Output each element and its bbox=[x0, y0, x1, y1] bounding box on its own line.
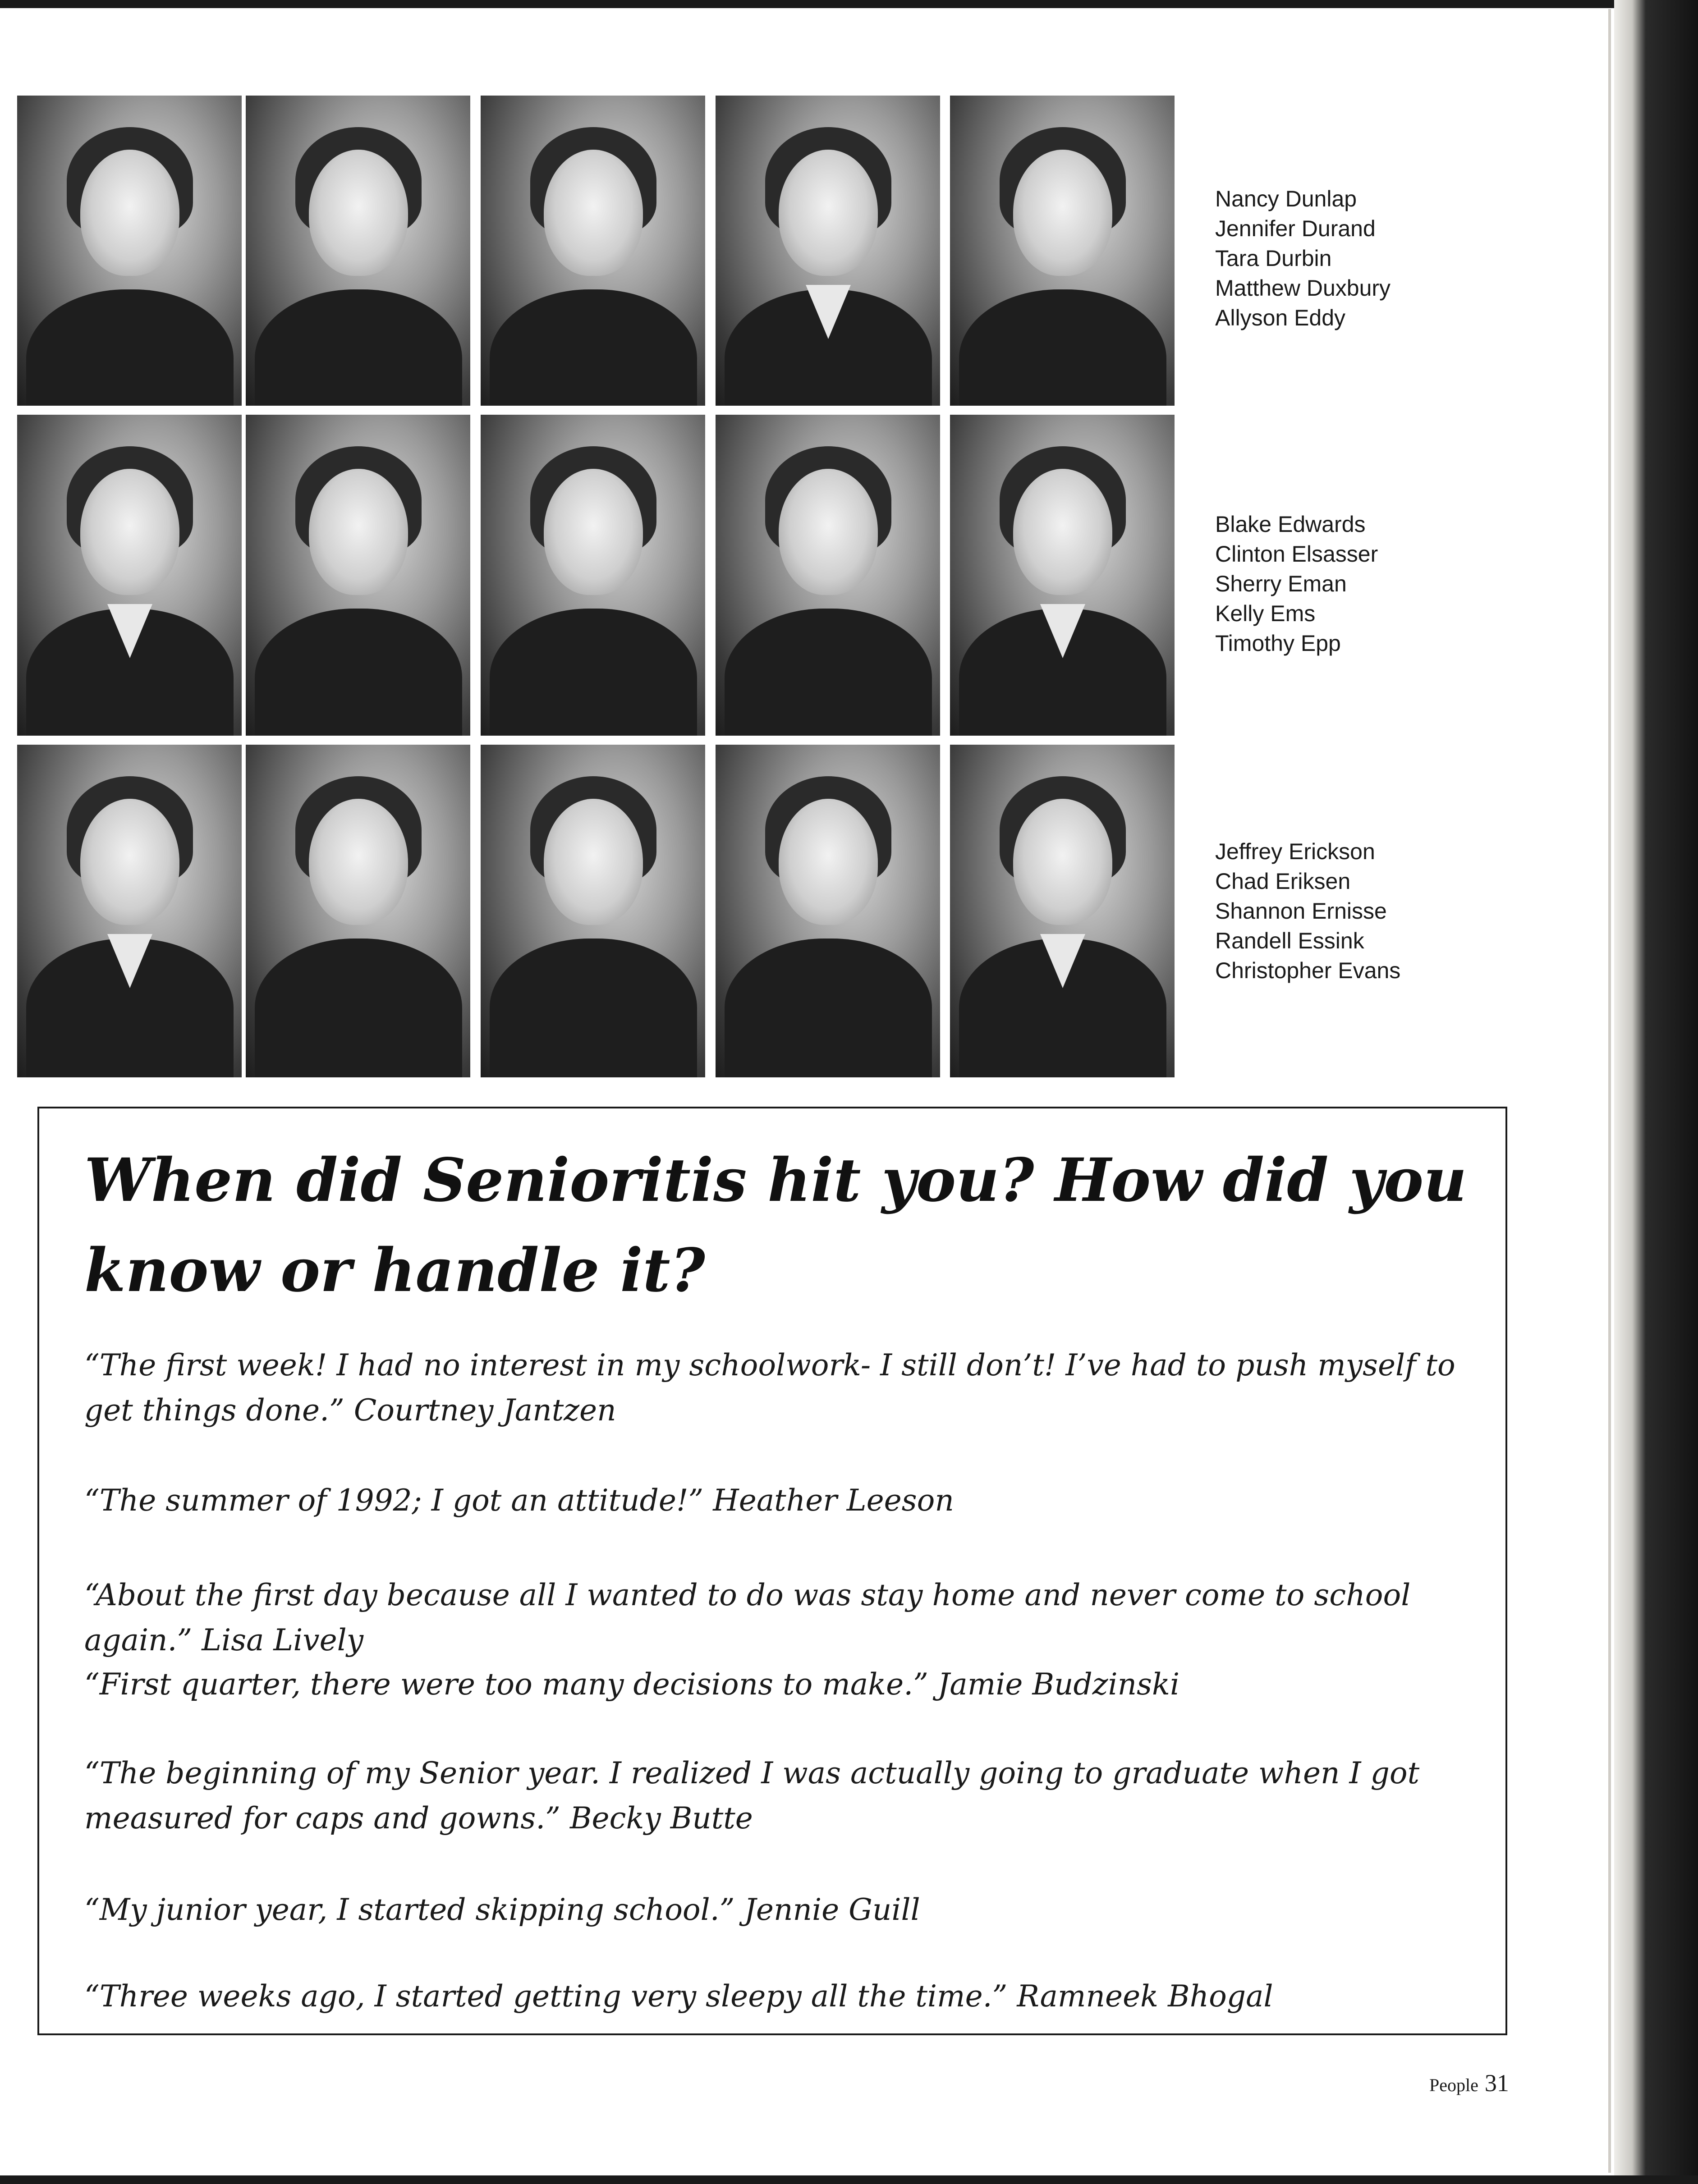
student-name: Allyson Eddy bbox=[1215, 305, 1346, 330]
page-footer bbox=[1429, 2069, 1509, 2097]
portrait-photo bbox=[950, 96, 1175, 406]
portrait-photo bbox=[17, 745, 242, 1077]
page-number: 31 bbox=[1484, 2070, 1509, 2097]
student-quote: “The beginning of my Senior year. I realized I was actually going to graduate when I got measured for caps and gowns.” Becky Butte bbox=[84, 1756, 1420, 1836]
page-gutter-line bbox=[1608, 9, 1611, 2173]
student-name: Jeffrey Erickson bbox=[1215, 839, 1375, 864]
name-list-row-2 bbox=[1215, 509, 1486, 658]
student-name: Shannon Ernisse bbox=[1215, 898, 1387, 924]
student-name: Chad Eriksen bbox=[1215, 869, 1351, 894]
question-heading: When did Senioritis hit you? How did you know or handle it? bbox=[84, 1145, 1467, 1305]
portrait-photo bbox=[716, 415, 940, 736]
portrait-photo bbox=[716, 96, 940, 406]
student-quote: “First quarter, there were too many decisions to make.” Jamie Budzinski bbox=[84, 1667, 1180, 1702]
portrait-photo bbox=[246, 745, 470, 1077]
student-quote: “The first week! I had no interest in my schoolwork- I still don’t! I’ve had to push myself to get things done.” Courtney Jantzen bbox=[84, 1348, 1455, 1428]
student-name: Tara Durbin bbox=[1215, 246, 1332, 271]
student-quote: “The summer of 1992; I got an attitude!” Heather Leeson bbox=[84, 1483, 954, 1518]
portrait-photo bbox=[17, 96, 242, 406]
student-name: Matthew Duxbury bbox=[1215, 275, 1391, 301]
student-name: Christopher Evans bbox=[1215, 958, 1401, 983]
student-name: Nancy Dunlap bbox=[1215, 186, 1357, 211]
name-list-row-3 bbox=[1215, 837, 1486, 985]
student-quote: “My junior year, I started skipping school.” Jennie Guill bbox=[84, 1892, 920, 1927]
portrait-photo bbox=[716, 745, 940, 1077]
portrait-photo bbox=[481, 415, 705, 736]
page-bottom-edge bbox=[0, 2175, 1698, 2184]
name-list-row-1 bbox=[1215, 184, 1486, 333]
student-name: Randell Essink bbox=[1215, 928, 1364, 953]
portrait-photo bbox=[17, 415, 242, 736]
senioritis-quote-box bbox=[37, 1107, 1507, 2035]
portrait-photo bbox=[246, 415, 470, 736]
page-top-edge bbox=[0, 0, 1698, 8]
portrait-photo bbox=[481, 96, 705, 406]
student-quote: “Three weeks ago, I started getting very sleepy all the time.” Ramneek Bhogal bbox=[84, 1979, 1273, 2014]
portrait-photo bbox=[950, 415, 1175, 736]
portrait-photo bbox=[246, 96, 470, 406]
student-quote: “About the first day because all I wanted to do was stay home and never come to school again.” Lisa Lively bbox=[84, 1578, 1411, 1657]
student-name: Jennifer Durand bbox=[1215, 216, 1376, 241]
portrait-photo bbox=[481, 745, 705, 1077]
student-name: Sherry Eman bbox=[1215, 571, 1347, 596]
student-name: Timothy Epp bbox=[1215, 631, 1341, 656]
page-binding-edge bbox=[1614, 0, 1698, 2184]
portrait-photo bbox=[950, 745, 1175, 1077]
student-name: Kelly Ems bbox=[1215, 601, 1316, 626]
student-name: Clinton Elsasser bbox=[1215, 541, 1378, 567]
section-name: People bbox=[1429, 2075, 1478, 2095]
student-name: Blake Edwards bbox=[1215, 512, 1366, 537]
